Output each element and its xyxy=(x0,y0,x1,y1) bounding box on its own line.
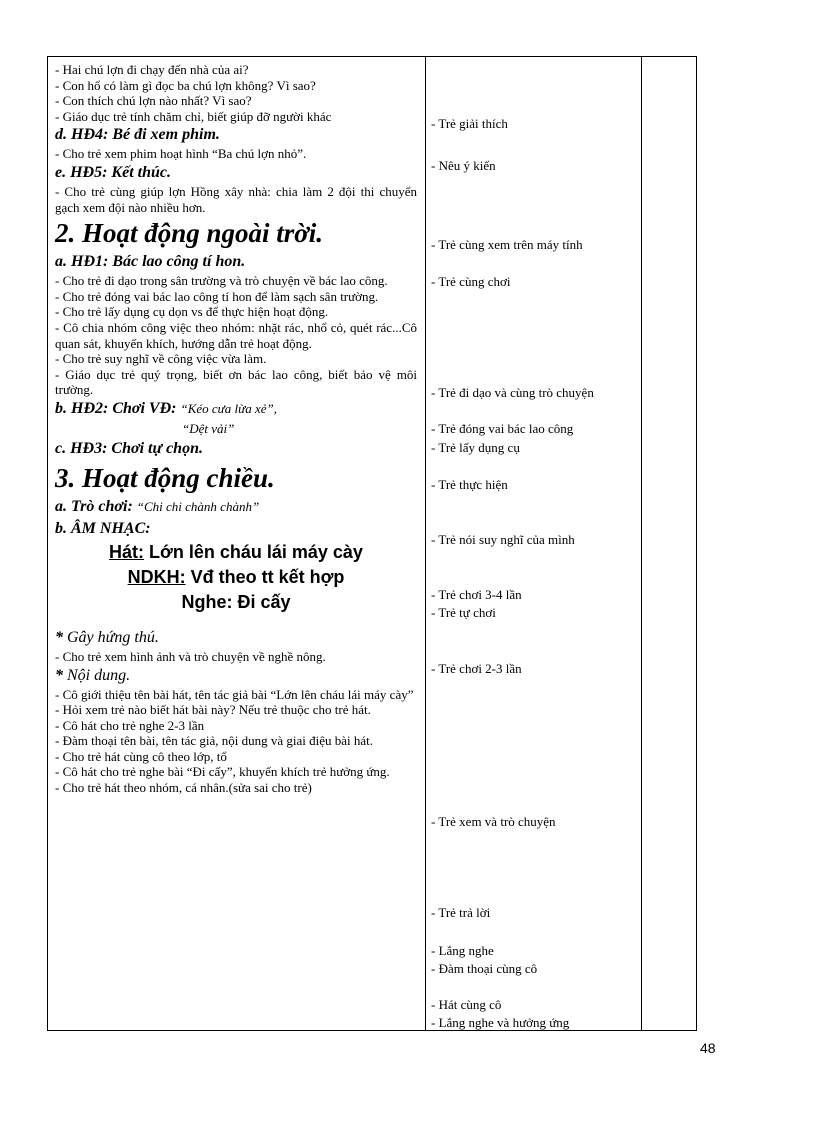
child-activity: - Trẻ nói suy nghĩ của mình xyxy=(431,532,575,547)
text-line: - Cho trẻ cùng giúp lợn Hồng xây nhà: chia làm 2 đội thi chuyển gạch xem đội nào nhiều hơn. xyxy=(55,183,417,215)
text-line: - Cho trẻ hát theo nhóm, cá nhân.(sửa sai cho trẻ) xyxy=(55,780,312,796)
s2-hd2-game-2: “Dệt vải” xyxy=(182,420,235,436)
gay-hung-thu-heading xyxy=(55,627,417,649)
child-activity: - Trẻ lấy dụng cụ xyxy=(431,440,520,455)
song-ndkh xyxy=(55,565,417,590)
text-line: - Cô chia nhóm công việc theo nhóm: nhặt rác, nhổ cỏ, quét rác...Cô quan sát, khuyến khích, hướng dẫn trẻ hoạt động. xyxy=(55,319,417,351)
child-activity: - Lắng nghe xyxy=(431,943,494,958)
child-activity: - Trẻ trả lời xyxy=(431,905,491,920)
text-line: - Cô hát cho trẻ nghe 2-3 lần xyxy=(55,717,205,733)
hd4-heading: d. HĐ4: Bé đi xem phim. xyxy=(55,126,220,144)
child-activity: - Trẻ chơi 2-3 lần xyxy=(431,661,522,676)
text-line: - Cô giới thiệu tên bài hát, tên tác giả bài “Lớn lên cháu lái máy cày” xyxy=(55,686,414,702)
song-ndkh-name: Vđ theo tt kết hợp xyxy=(185,566,345,587)
bullet: * xyxy=(55,628,63,646)
s3-a-title: a. Trò chơi: xyxy=(55,497,137,515)
child-activity: - Trẻ cùng chơi xyxy=(431,274,511,289)
child-activity: - Trẻ đóng vai bác lao công xyxy=(431,421,574,436)
text-line: - Đàm thoại tên bài, tên tác giả, nội dung và giai điệu bài hát. xyxy=(55,733,374,749)
s3-b-heading: b. ÂM NHẠC: xyxy=(55,519,151,537)
bullet: * xyxy=(55,666,63,684)
song-nghe: Nghe: Đi cấy xyxy=(181,591,291,612)
text-line: - Cho trẻ hát cùng cô theo lớp, tổ xyxy=(55,748,227,764)
noi-dung-text: Nội dung. xyxy=(63,666,131,684)
s2-hd1-heading: a. HĐ1: Bác lao công tí hon. xyxy=(55,253,246,271)
song-hat-label: Hát: xyxy=(109,541,145,562)
s2-hd2-title: b. HĐ2: Chơi VĐ: xyxy=(55,399,181,417)
text-line: - Cho trẻ đóng vai bác lao công tí hon để làm sạch sân trường. xyxy=(55,288,379,304)
child-activity: - Trẻ tự chơi xyxy=(431,605,496,620)
text-line: - Cho trẻ đi dạo trong sân trường và trò chuyện về bác lao công. xyxy=(55,273,388,289)
child-activities-column xyxy=(426,57,641,1030)
s2-hd2-game-1: “Kéo cưa lừa xẻ”, xyxy=(180,400,277,416)
spacer xyxy=(55,615,417,627)
child-activity: - Trẻ đi dạo và cùng trò chuyện xyxy=(431,385,594,400)
text-line: - Cho trẻ xem hình ảnh và trò chuyện về nghề nông. xyxy=(55,648,326,664)
s2-hd2-game-2-row xyxy=(55,420,417,438)
noi-dung-heading xyxy=(55,665,417,687)
child-activity: - Nêu ý kiến xyxy=(431,158,496,173)
song-hat xyxy=(55,540,417,565)
child-activity: - Lắng nghe và hưởng ứng xyxy=(431,1015,570,1030)
text-line: - Cô hát cho trẻ nghe bài “Đi cấy”, khuyến khích trẻ hưởng ứng. xyxy=(55,764,390,780)
notes-column xyxy=(642,57,697,1030)
text-line: - Giáo dục trẻ quý trọng, biết ơn bác lao công, biết bảo vệ môi trường. xyxy=(55,366,417,398)
s3-a-heading xyxy=(55,496,417,518)
hd5-heading: e. HĐ5: Kết thúc. xyxy=(55,163,171,181)
text-line: - Cho trẻ lấy dụng cụ dọn vs để thực hiện hoạt động. xyxy=(55,304,329,320)
child-activity: - Trẻ cùng xem trên máy tính xyxy=(431,237,583,252)
teacher-activities-column xyxy=(48,57,425,1030)
child-activity: - Trẻ chơi 3-4 lần xyxy=(431,587,522,602)
text-line: - Cho trẻ suy nghĩ về công việc vừa làm. xyxy=(55,351,267,367)
child-activity: - Trẻ xem và trò chuyện xyxy=(431,814,556,829)
child-activity: - Trẻ giải thích xyxy=(431,116,508,131)
section-3-heading: 3. Hoạt động chiều. xyxy=(55,462,275,493)
text-line: - Hỏi xem trẻ nào biết hát bài này? Nếu trẻ thuộc cho trẻ hát. xyxy=(55,702,371,718)
child-activity: - Hát cùng cô xyxy=(431,997,502,1012)
s2-hd3-heading: c. HĐ3: Chơi tự chọn. xyxy=(55,439,203,457)
child-activity: - Trẻ thực hiện xyxy=(431,477,508,492)
s3-a-game: “Chi chi chành chành” xyxy=(136,498,260,514)
text-line: - Con hổ có làm gì đọc ba chú lợn không? Vì sao? xyxy=(55,77,316,93)
s2-hd2-heading xyxy=(55,398,417,420)
text-line: - Hai chú lợn đi chạy đến nhà của ai? xyxy=(55,62,249,77)
gay-hung-thu-text: Gây hứng thú. xyxy=(63,628,159,646)
child-activity: - Đàm thoại cùng cô xyxy=(431,961,538,976)
text-line: - Cho trẻ xem phim hoạt hình “Ba chú lợn nhỏ”. xyxy=(55,146,307,162)
section-2-heading: 2. Hoạt động ngoài trời. xyxy=(55,218,324,249)
song-hat-name: Lớn lên cháu lái máy cày xyxy=(144,541,363,562)
lesson-table xyxy=(47,56,697,1031)
text-line: - Con thích chú lợn nào nhất? Vì sao? xyxy=(55,93,252,109)
page-number: 48 xyxy=(700,1040,716,1056)
song-ndkh-label: NDKH: xyxy=(127,566,186,587)
text-line: - Giáo dục trẻ tính chăm chỉ, biết giúp đỡ người khác xyxy=(55,108,332,124)
